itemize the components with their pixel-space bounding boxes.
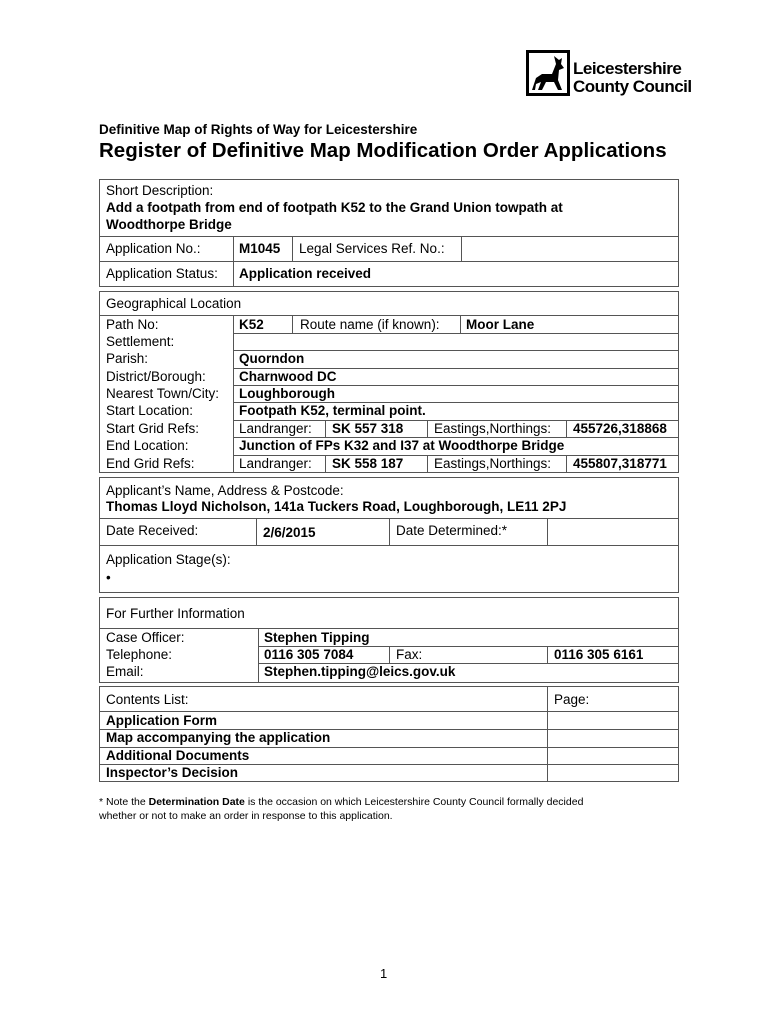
end-eastings-value: 455807,318771 bbox=[573, 456, 667, 471]
route-name-label: Route name (if known): bbox=[300, 317, 440, 332]
end-eastings-label: Eastings,Northings: bbox=[434, 456, 552, 471]
further-info-heading: For Further Information bbox=[106, 606, 245, 621]
district-label: District/Borough: bbox=[106, 369, 206, 384]
logo-line-1: Leicestershire bbox=[573, 59, 682, 78]
footnote-line-2: whether or not to make an order in response to this application. bbox=[99, 810, 393, 822]
start-eastings-value: 455726,318868 bbox=[573, 421, 667, 436]
footnote-suffix: is the occasion on which Leicestershire County Council formally decided bbox=[244, 796, 584, 808]
start-landranger-label: Landranger: bbox=[239, 421, 312, 436]
footnote-prefix: * Note the bbox=[99, 796, 149, 808]
council-logo bbox=[526, 50, 692, 100]
nearest-town-label: Nearest Town/City: bbox=[106, 386, 220, 401]
footnote-bold: Determination Date bbox=[148, 796, 245, 808]
applicant-label: Applicant’s Name, Address & Postcode: bbox=[106, 483, 344, 498]
case-officer-label: Case Officer: bbox=[106, 630, 185, 645]
application-status-label: Application Status: bbox=[106, 266, 218, 281]
start-eastings-label: Eastings,Northings: bbox=[434, 421, 552, 436]
date-received-value: 2/6/2015 bbox=[263, 525, 316, 540]
application-no-value: M1045 bbox=[239, 241, 281, 256]
stage-bullet: • bbox=[106, 570, 111, 585]
applicant-value: Thomas Lloyd Nicholson, 141a Tuckers Road, Loughborough, LE11 2PJ bbox=[106, 499, 567, 514]
settlement-label: Settlement: bbox=[106, 334, 175, 349]
fax-value: 0116 305 6161 bbox=[554, 647, 644, 662]
end-landranger-label: Landranger: bbox=[239, 456, 312, 471]
short-description-line-2: Woodthorpe Bridge bbox=[106, 217, 232, 232]
page-subtitle: Definitive Map of Rights of Way for Leicestershire bbox=[99, 122, 418, 137]
date-received-label: Date Received: bbox=[106, 523, 199, 538]
parish-value: Quorndon bbox=[239, 351, 305, 366]
end-grid-label: End Grid Refs: bbox=[106, 456, 195, 471]
email-label: Email: bbox=[106, 664, 144, 679]
legal-ref-label: Legal Services Ref. No.: bbox=[299, 241, 445, 256]
footnote-line-1 bbox=[99, 796, 583, 809]
case-officer-value: Stephen Tipping bbox=[264, 630, 370, 645]
page-title: Register of Definitive Map Modification Order Applications bbox=[99, 139, 667, 162]
end-location-value: Junction of FPs K32 and I37 at Woodthorpe Bridge bbox=[239, 438, 565, 453]
email-value: Stephen.tipping@leics.gov.uk bbox=[264, 664, 456, 679]
start-landranger-value: SK 557 318 bbox=[332, 421, 404, 436]
date-determined-label: Date Determined:* bbox=[396, 523, 508, 538]
contents-page-label: Page: bbox=[554, 692, 590, 707]
start-location-value: Footpath K52, terminal point. bbox=[239, 403, 426, 418]
telephone-label: Telephone: bbox=[106, 647, 173, 662]
logo-line-2: County Council bbox=[573, 77, 692, 96]
route-name-value: Moor Lane bbox=[466, 317, 535, 332]
start-grid-label: Start Grid Refs: bbox=[106, 421, 200, 436]
path-no-value: K52 bbox=[239, 317, 264, 332]
short-description-line-1: Add a footpath from end of footpath K52 to the Grand Union towpath at bbox=[106, 200, 563, 215]
geo-heading: Geographical Location bbox=[106, 296, 242, 311]
path-no-label: Path No: bbox=[106, 317, 159, 332]
telephone-value: 0116 305 7084 bbox=[264, 647, 354, 662]
fox-emblem-icon bbox=[526, 50, 570, 96]
start-location-label: Start Location: bbox=[106, 403, 194, 418]
district-value: Charnwood DC bbox=[239, 369, 337, 384]
application-no-label: Application No.: bbox=[106, 241, 201, 256]
end-location-label: End Location: bbox=[106, 438, 189, 453]
parish-label: Parish: bbox=[106, 351, 149, 366]
contents-item: Application Form bbox=[106, 713, 217, 728]
fax-label: Fax: bbox=[396, 647, 423, 662]
application-status-value: Application received bbox=[239, 266, 372, 281]
end-landranger-value: SK 558 187 bbox=[332, 456, 404, 471]
short-description-label: Short Description: bbox=[106, 183, 214, 198]
contents-item: Inspector’s Decision bbox=[106, 765, 239, 780]
contents-item: Additional Documents bbox=[106, 748, 250, 763]
contents-list-label: Contents List: bbox=[106, 692, 189, 707]
contents-item: Map accompanying the application bbox=[106, 730, 331, 745]
application-stages-label: Application Stage(s): bbox=[106, 552, 231, 567]
nearest-town-value: Loughborough bbox=[239, 386, 335, 401]
page-number: 1 bbox=[380, 966, 388, 981]
